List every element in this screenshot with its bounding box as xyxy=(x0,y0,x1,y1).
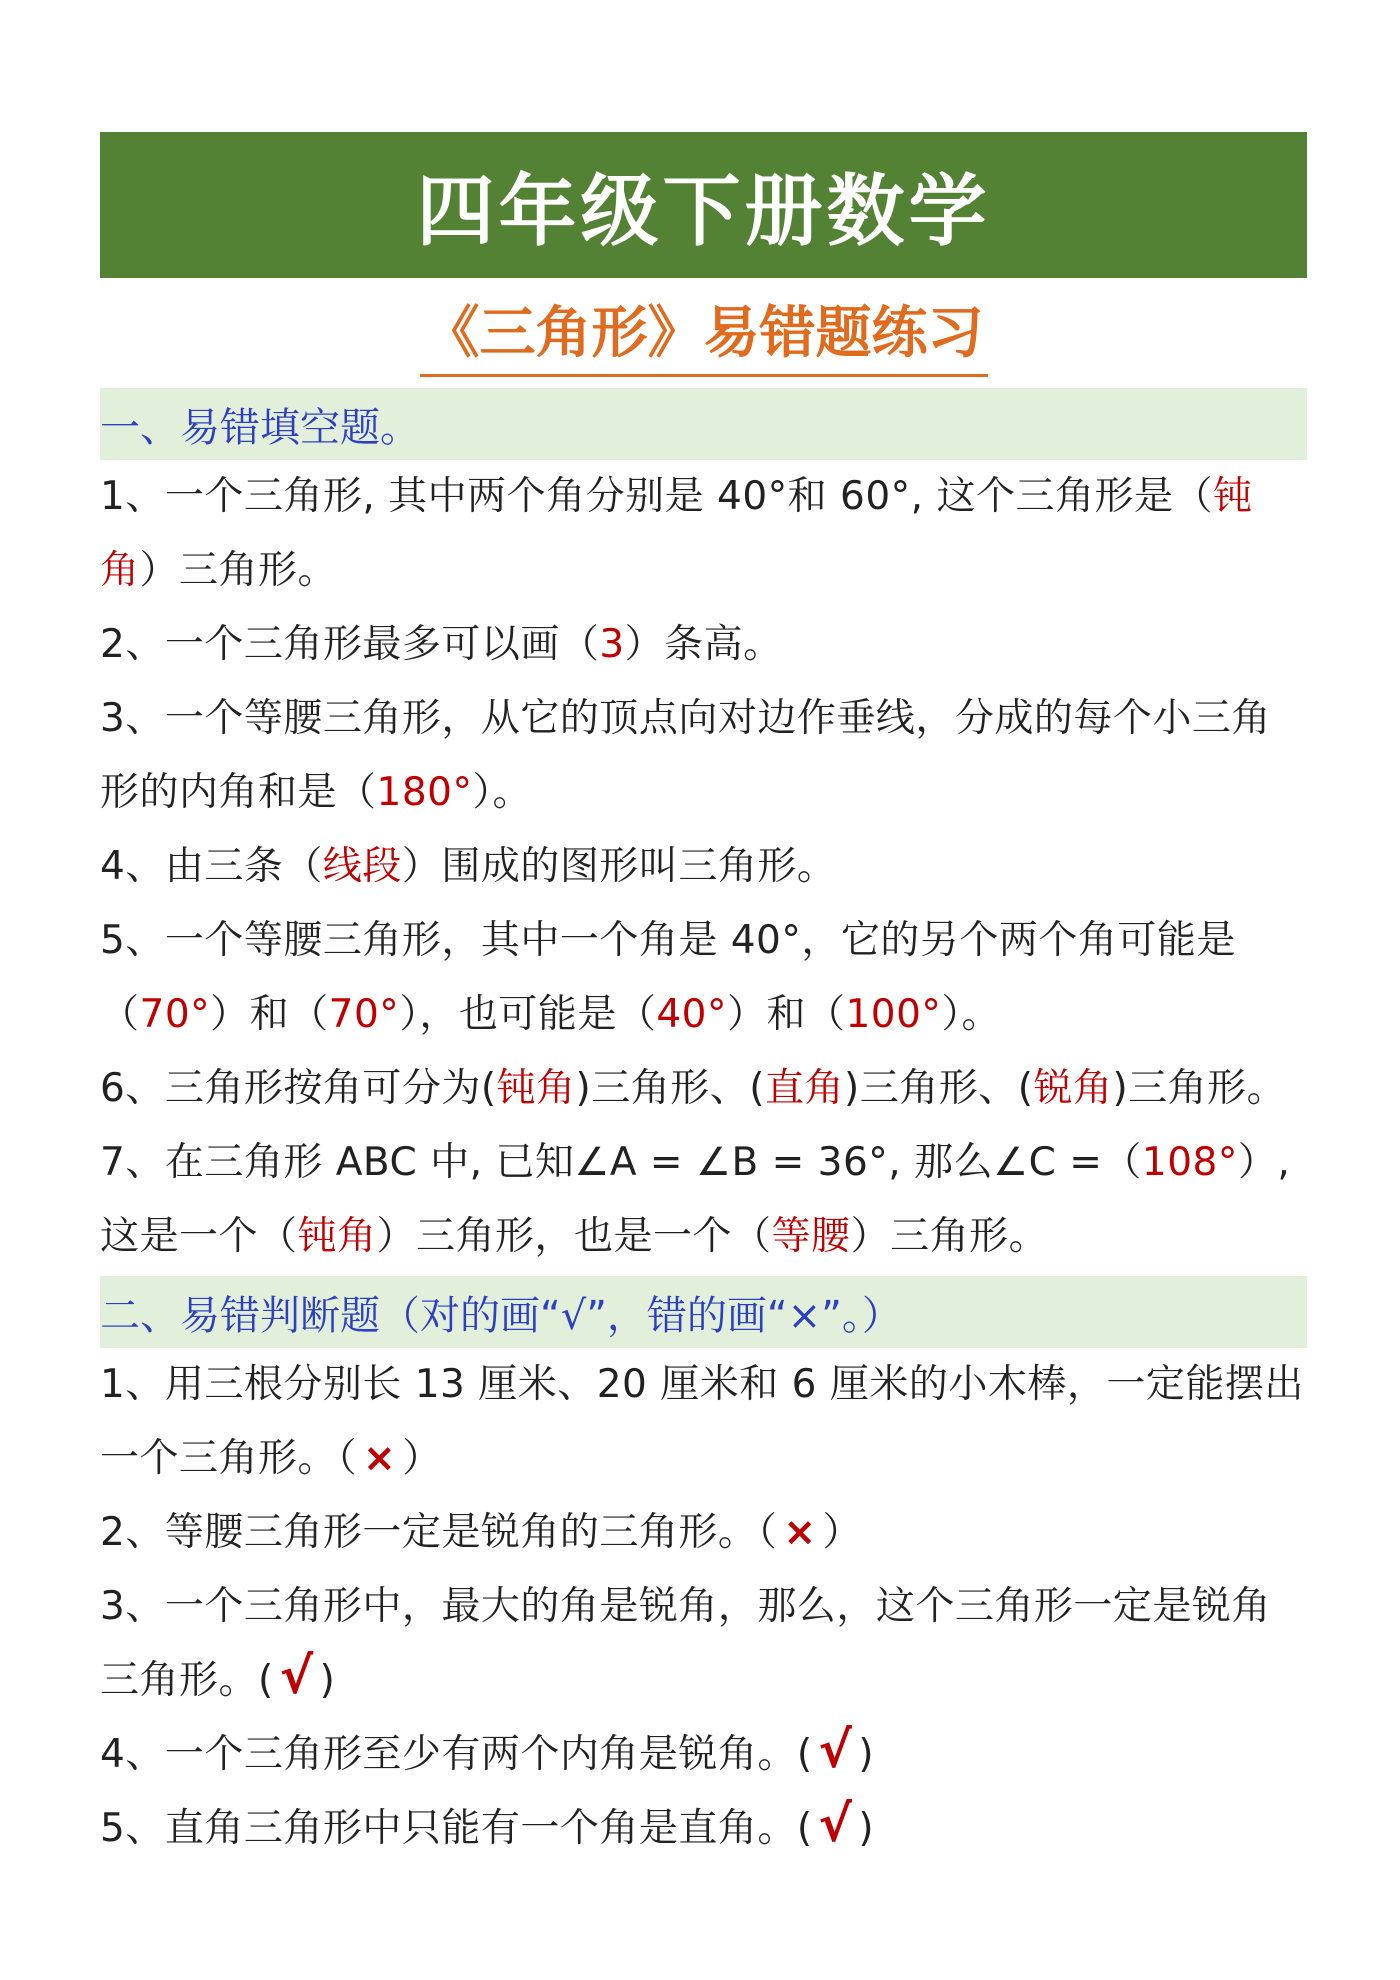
judge-question-5 xyxy=(100,1792,1307,1866)
answer-text: 钝角 xyxy=(496,1066,576,1111)
title-banner xyxy=(100,132,1307,278)
question-text: )三角形。 xyxy=(1112,1066,1287,1111)
judge-question-1 xyxy=(100,1348,1307,1496)
question-text: ）围成的图形叫三角形。 xyxy=(401,844,837,889)
question-text: 1、用三根分别长 13 厘米、20 厘米和 6 厘米的小木棒，一定能摆出一个三角形。（ xyxy=(100,1362,1304,1481)
question-text: 4、一个三角形至少有两个内角是锐角。( xyxy=(100,1732,813,1777)
check-mark: √ xyxy=(818,1795,853,1853)
fill-question-1 xyxy=(100,460,1307,608)
answer-text: 40° xyxy=(656,992,727,1037)
answer-text: 70° xyxy=(328,992,400,1037)
question-text: 5、直角三角形中只能有一个角是直角。( xyxy=(100,1806,813,1851)
question-text: 2、一个三角形最多可以画（ xyxy=(100,622,600,667)
question-text: 3、一个三角形中，最大的角是锐角，那么，这个三角形一定是锐角三角形。( xyxy=(100,1584,1271,1703)
question-text: 4、由三条（ xyxy=(100,844,323,889)
question-text: ) xyxy=(319,1658,336,1703)
judge-question-2 xyxy=(100,1496,1307,1570)
page-subtitle: 《三角形》易错题练习 xyxy=(420,300,988,377)
question-text: 7、在三角形 ABC 中, 已知∠A = ∠B = 36°, 那么∠C =（ xyxy=(100,1140,1142,1185)
question-text: ) xyxy=(858,1806,875,1851)
question-text: ）三角形。 xyxy=(850,1214,1049,1259)
section-header-fill-blank xyxy=(100,388,1307,460)
answer-text: 线段 xyxy=(322,844,402,889)
answer-text: 100° xyxy=(845,992,942,1037)
question-text: ）三角形，也是一个（ xyxy=(376,1214,772,1259)
fill-question-6 xyxy=(100,1052,1307,1126)
question-text: ），也可能是（ xyxy=(399,992,657,1037)
question-text: ）。 xyxy=(472,770,532,815)
answer-text: 108° xyxy=(1141,1140,1238,1185)
answer-text: 180° xyxy=(376,770,473,815)
question-text: )三角形、( xyxy=(575,1066,765,1111)
question-text: ） xyxy=(402,1436,442,1481)
answer-text: 直角 xyxy=(764,1066,844,1111)
question-text: ）, 这是一个（ xyxy=(100,1140,1291,1259)
subtitle-wrap xyxy=(100,300,1307,382)
section-title: 一、易错填空题。 xyxy=(100,404,420,451)
question-text: ) xyxy=(858,1732,875,1777)
check-mark: √ xyxy=(818,1721,853,1779)
fill-question-3 xyxy=(100,682,1307,830)
answer-text: 钝角 xyxy=(100,474,1253,593)
answer-text: 70° xyxy=(139,992,211,1037)
question-text: 5、一个等腰三角形，其中一个角是 40°，它的另个两个角可能是（ xyxy=(100,918,1236,1037)
fill-question-4 xyxy=(100,830,1307,904)
answer-text: 等腰 xyxy=(771,1214,851,1259)
check-mark: √ xyxy=(279,1647,314,1705)
cross-mark: × xyxy=(363,1436,397,1481)
page-title: 四年级下册数学 xyxy=(416,167,991,257)
question-text: ） xyxy=(822,1510,863,1555)
answer-text: 锐角 xyxy=(1033,1066,1113,1111)
question-text: ）条高。 xyxy=(624,622,783,667)
judge-question-4 xyxy=(100,1718,1307,1792)
question-text: 3、一个等腰三角形，从它的顶点向对边作垂线，分成的每个小三角形的内角和是（ xyxy=(100,696,1271,815)
answer-text: 钝角 xyxy=(297,1214,377,1259)
fill-question-2 xyxy=(100,608,1307,682)
section-header-true-false xyxy=(100,1276,1307,1348)
question-text: ）和（ xyxy=(726,992,846,1037)
fill-question-7 xyxy=(100,1126,1307,1274)
question-text: 2、等腰三角形一定是锐角的三角形。（ xyxy=(100,1510,778,1555)
section-title: 二、易错判断题（对的画“√”，错的画“×”。） xyxy=(100,1292,902,1339)
question-text: ）。 xyxy=(941,992,1001,1037)
question-text: 1、一个三角形, 其中两个角分别是 40°和 60°, 这个三角形是（ xyxy=(100,474,1213,519)
question-text: ）和（ xyxy=(210,992,329,1037)
fill-question-5 xyxy=(100,904,1307,1052)
judge-question-3 xyxy=(100,1570,1307,1718)
question-text: 6、三角形按角可分为( xyxy=(100,1066,497,1111)
question-text: )三角形、( xyxy=(844,1066,1034,1111)
question-text: ）三角形。 xyxy=(139,548,338,593)
worksheet-page xyxy=(100,132,1307,1866)
cross-mark: × xyxy=(783,1510,817,1555)
answer-text: 3 xyxy=(599,622,625,667)
